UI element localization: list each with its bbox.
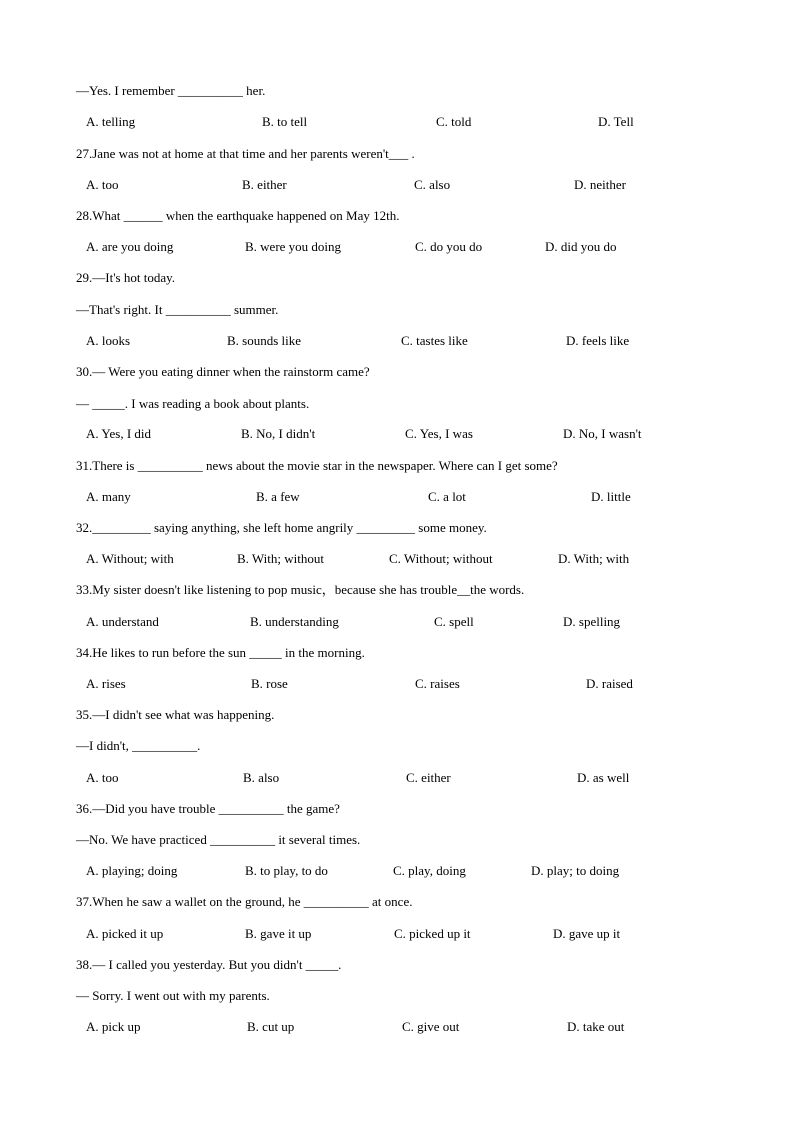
question-36-reply: —No. We have practiced __________ it several times. xyxy=(76,832,361,847)
option-a: A. telling xyxy=(86,114,136,129)
option-c: C. a lot xyxy=(428,489,466,504)
question-35-reply: —I didn't, __________. xyxy=(76,738,201,753)
option-a: A. too xyxy=(86,770,119,785)
option-c: C. picked up it xyxy=(394,926,471,941)
option-a: A. many xyxy=(86,489,131,504)
option-a: A. Without; with xyxy=(86,551,174,566)
option-a: A. pick up xyxy=(86,1019,141,1034)
option-b: B. a few xyxy=(256,489,300,504)
question-32: 32._________ saying anything, she left home angrily _________ some money. xyxy=(76,520,487,535)
option-c: C. Yes, I was xyxy=(405,426,473,441)
question-31: 31.There is __________ news about the movie star in the newspaper. Where can I get some? xyxy=(76,458,558,473)
question-34: 34.He likes to run before the sun _____ in the morning. xyxy=(76,645,365,660)
option-d: D. With; with xyxy=(558,551,630,566)
option-a: A. playing; doing xyxy=(86,863,178,878)
option-d: D. Tell xyxy=(598,114,634,129)
option-b: B. With; without xyxy=(237,551,324,566)
option-d: D. little xyxy=(591,489,631,504)
question-38: 38.— I called you yesterday. But you didn't _____. xyxy=(76,957,342,972)
option-a: A. picked it up xyxy=(86,926,164,941)
option-c: C. tastes like xyxy=(401,333,468,348)
option-b: B. cut up xyxy=(247,1019,295,1034)
option-d: D. feels like xyxy=(566,333,630,348)
question-line: —Yes. I remember __________ her. xyxy=(76,83,266,98)
option-b: B. either xyxy=(242,177,287,192)
option-c: C. play, doing xyxy=(393,863,466,878)
option-c: C. raises xyxy=(415,676,460,691)
option-d: D. No, I wasn't xyxy=(563,426,642,441)
option-b: B. to tell xyxy=(262,114,308,129)
option-a: A. looks xyxy=(86,333,131,348)
option-d: D. play; to doing xyxy=(531,863,620,878)
question-29: 29.—It's hot today. xyxy=(76,270,175,285)
option-c: C. either xyxy=(406,770,451,785)
option-a: A. rises xyxy=(86,676,126,691)
option-c: C. give out xyxy=(402,1019,460,1034)
option-d: D. spelling xyxy=(563,614,621,629)
question-30: 30.— Were you eating dinner when the rainstorm came? xyxy=(76,364,370,379)
question-38-reply: — Sorry. I went out with my parents. xyxy=(76,988,270,1003)
question-37: 37.When he saw a wallet on the ground, he __________ at once. xyxy=(76,894,413,909)
question-27: 27.Jane was not at home at that time and her parents weren't___ . xyxy=(76,146,415,161)
option-c: C. told xyxy=(436,114,472,129)
option-d: D. neither xyxy=(574,177,626,192)
option-b: B. No, I didn't xyxy=(241,426,316,441)
option-b: B. understanding xyxy=(250,614,339,629)
question-28: 28.What ______ when the earthquake happened on May 12th. xyxy=(76,208,400,223)
question-35: 35.—I didn't see what was happening. xyxy=(76,707,275,722)
option-b: B. were you doing xyxy=(245,239,342,254)
question-29-reply: —That's right. It __________ summer. xyxy=(76,302,279,317)
question-36: 36.—Did you have trouble __________ the game? xyxy=(76,801,340,816)
option-d: D. take out xyxy=(567,1019,625,1034)
option-a: A. are you doing xyxy=(86,239,174,254)
option-a: A. too xyxy=(86,177,119,192)
option-c: C. also xyxy=(414,177,451,192)
option-b: B. to play, to do xyxy=(245,863,328,878)
option-a: A. understand xyxy=(86,614,159,629)
option-c: C. Without; without xyxy=(389,551,493,566)
option-b: B. gave it up xyxy=(245,926,312,941)
option-b: B. rose xyxy=(251,676,288,691)
option-d: D. as well xyxy=(577,770,630,785)
option-c: C. spell xyxy=(434,614,474,629)
option-c: C. do you do xyxy=(415,239,483,254)
option-b: B. sounds like xyxy=(227,333,302,348)
option-d: D. gave up it xyxy=(553,926,621,941)
option-a: A. Yes, I did xyxy=(86,426,152,441)
question-30-reply: — _____. I was reading a book about plants. xyxy=(76,396,310,411)
option-b: B. also xyxy=(243,770,280,785)
option-d: D. raised xyxy=(586,676,633,691)
option-d: D. did you do xyxy=(545,239,617,254)
question-33: 33.My sister doesn't like listening to pop music，because she has trouble__the words. xyxy=(76,582,525,597)
